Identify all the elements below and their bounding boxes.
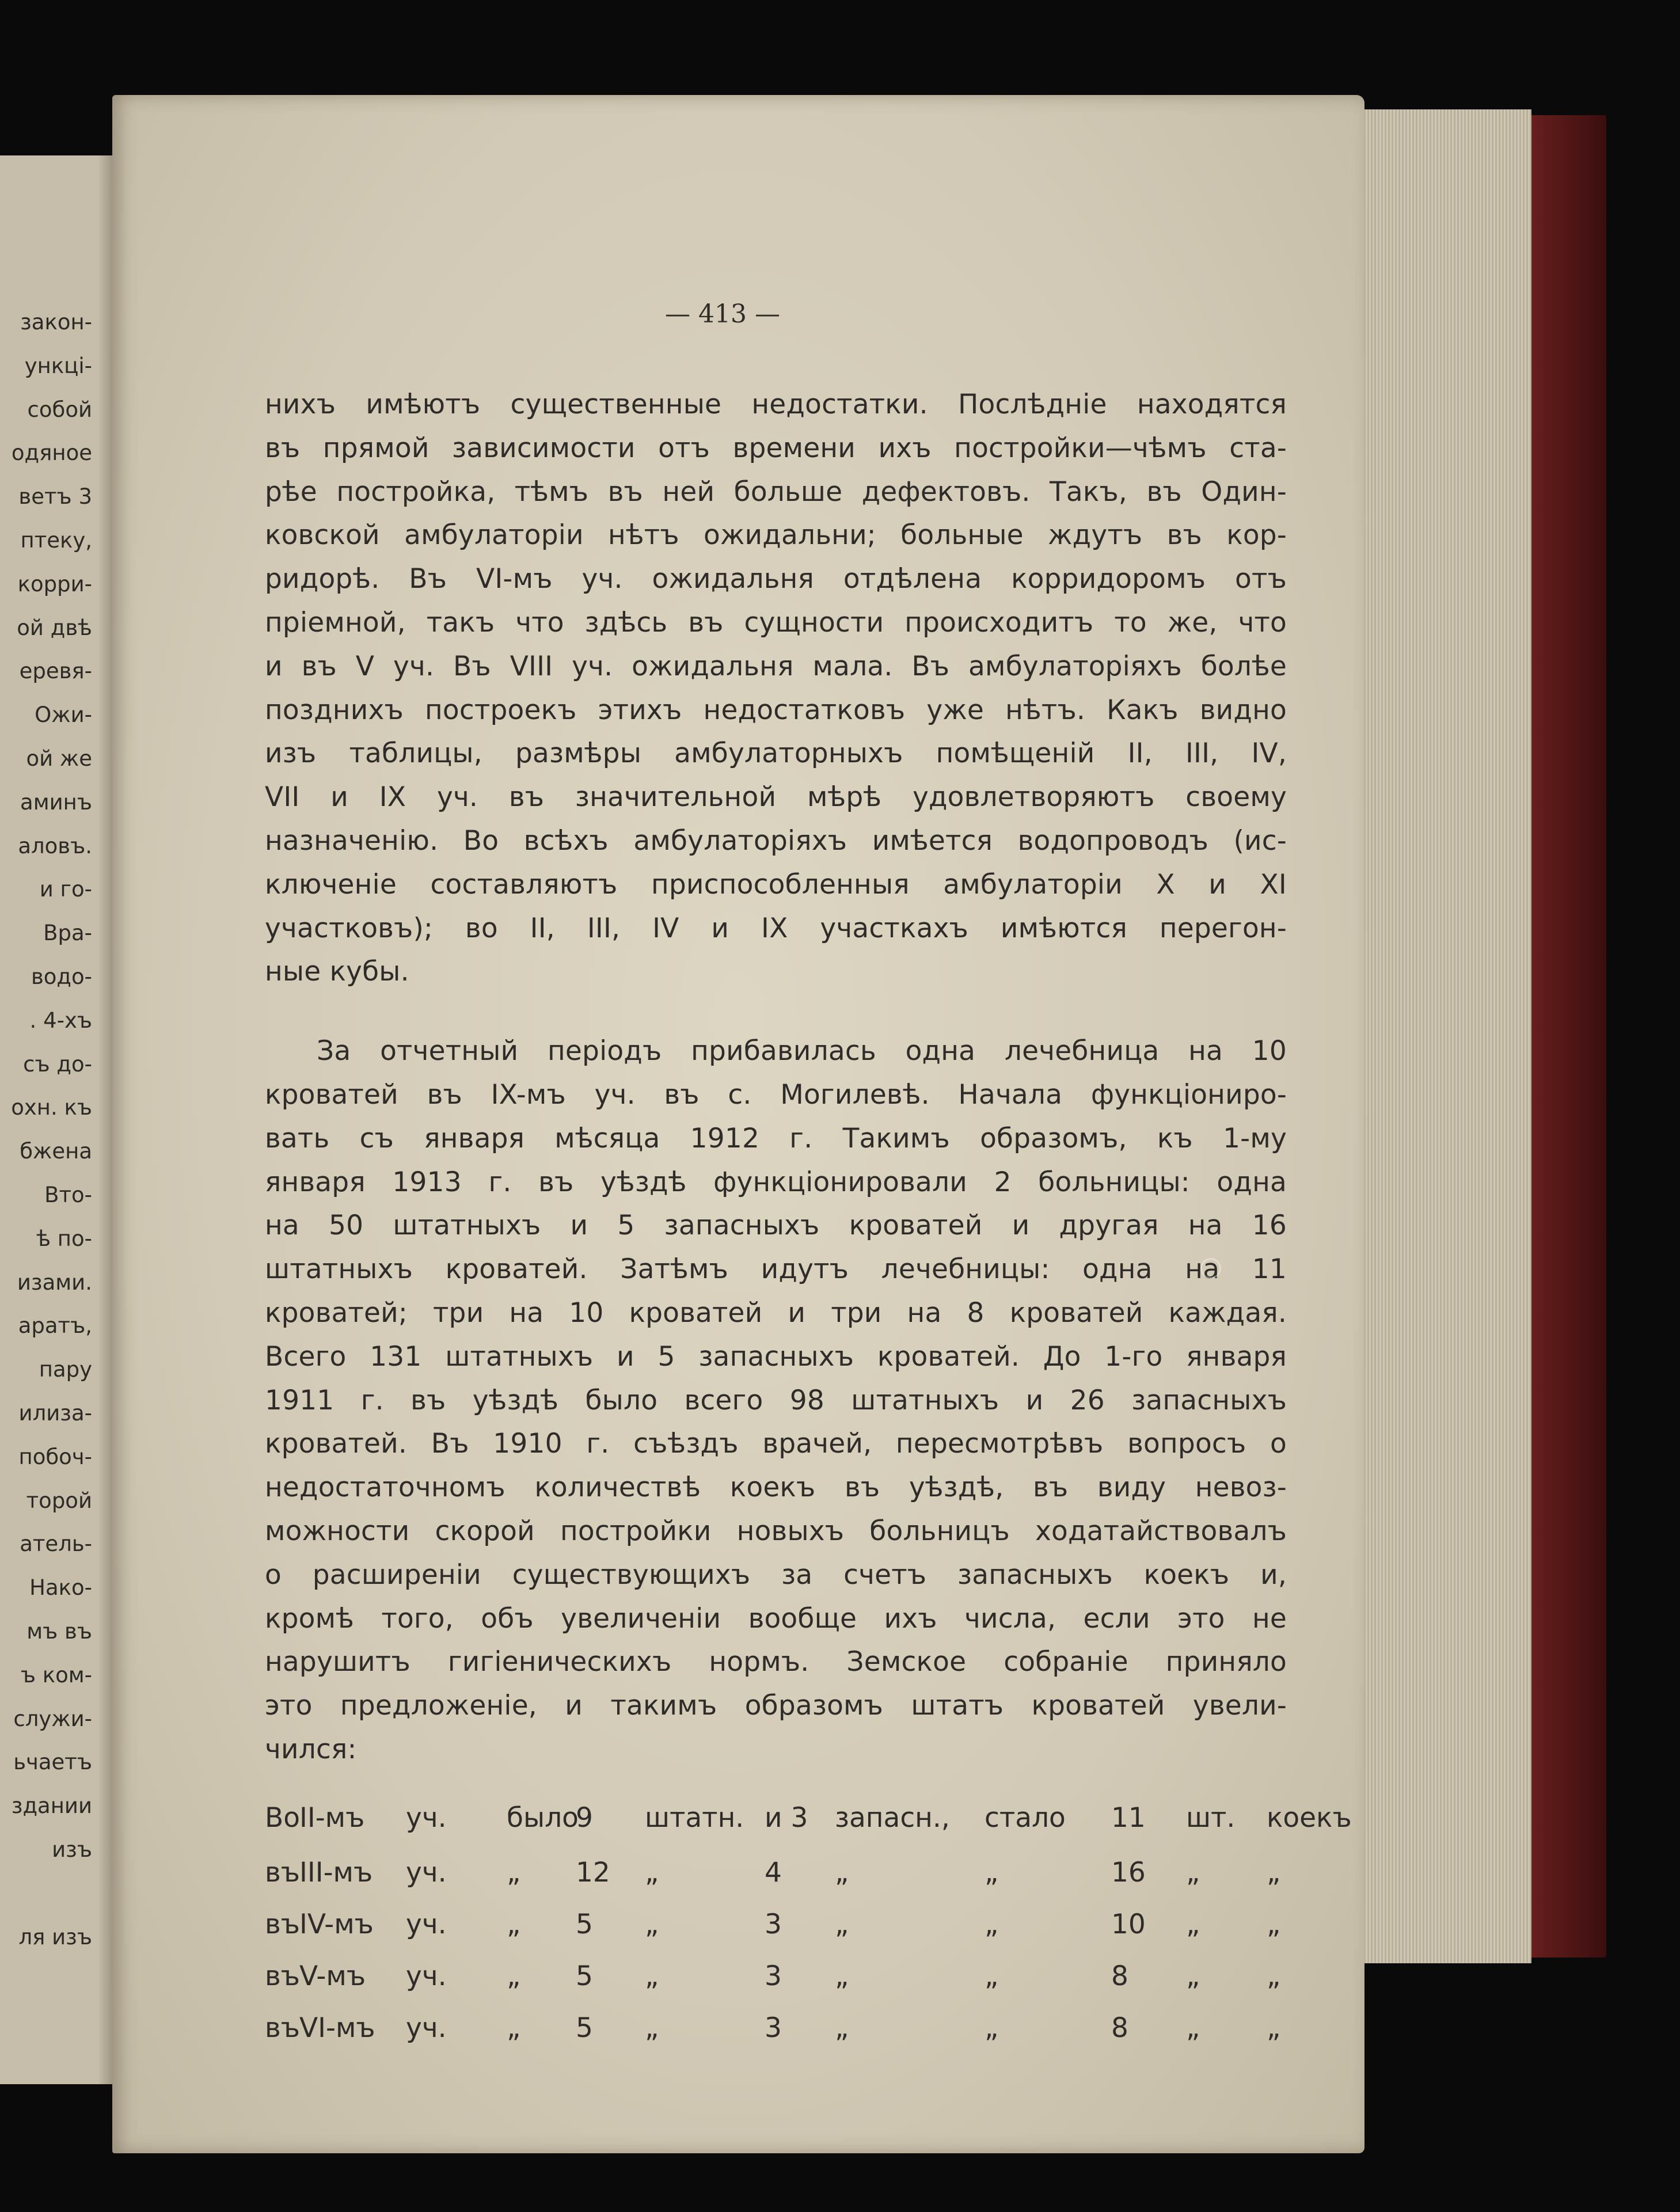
text-line: недостаточномъ количествѣ коекъ въ уѣздѣ, въ виду невоз- — [265, 1472, 1287, 1504]
text-line: кроватей; три на 10 кроватей и три на 8 кроватей каждая. — [265, 1297, 1287, 1329]
table-cell: 3 — [765, 1960, 782, 1992]
table-cell: 3 — [765, 1909, 782, 1940]
table-cell: II-мъ — [299, 1802, 365, 1834]
table-cell: „ — [985, 2012, 999, 2044]
text-line: о расширенiи существующихъ за счетъ запасныхъ коекъ и, — [265, 1559, 1287, 1591]
text-line: это предложенiе, и такимъ образомъ штатъ кроватей увели- — [265, 1690, 1287, 1722]
left-page-fragment: аратъ, — [18, 1313, 92, 1339]
text-line: ридорѣ. Въ VI-мъ уч. ожидальня отдѣлена корридоромъ отъ — [265, 563, 1287, 595]
table-cell: было — [507, 1802, 579, 1834]
left-page-fragment: одяное — [11, 440, 92, 466]
text-line: на 50 штатныхъ и 5 запасныхъ кроватей и другая на 16 — [265, 1210, 1287, 1242]
table-cell: въ — [265, 1857, 300, 1888]
table-cell: „ — [645, 1857, 659, 1888]
text-line: За отчетный перiодъ прибавилась одна лечебница на 10 — [317, 1035, 1287, 1067]
table-cell: VI-мъ — [299, 2012, 375, 2044]
left-page-fragment: аловъ. — [18, 833, 92, 858]
table-cell: „ — [1267, 1909, 1281, 1940]
text-line: кромѣ того, объ увеличенiи вообще ихъ числа, если это не — [265, 1602, 1287, 1635]
text-line: можности скорой постройки новыхъ больницъ ходатайствовалъ — [265, 1515, 1287, 1547]
left-page-fragment: ункцi- — [24, 353, 92, 378]
table-cell: шт. — [1186, 1802, 1236, 1834]
table-cell: уч. — [406, 1802, 447, 1834]
left-page-fragment: и го- — [39, 877, 92, 902]
table-cell: „ — [507, 1909, 521, 1940]
text-line: ключенiе составляютъ приспособленныя амбулаторiи X и XI — [265, 868, 1287, 900]
text-line: изъ таблицы, размѣры амбулаторныхъ помѣщенiй II, III, IV, — [265, 738, 1287, 770]
table-cell: уч. — [406, 1857, 447, 1888]
right-page — [112, 95, 1364, 2153]
left-page-fragment: изъ — [52, 1837, 92, 1862]
table-cell: „ — [645, 1909, 659, 1940]
text-line: января 1913 г. въ уѣздѣ функцiонировали 2 больницы: одна — [265, 1166, 1287, 1198]
table-cell: въ — [265, 2012, 300, 2044]
table-cell: 8 — [1111, 1960, 1128, 1992]
left-page-fragment: илиза- — [18, 1401, 92, 1426]
table-cell: уч. — [406, 1909, 447, 1940]
left-page-fragment: еревя- — [19, 659, 92, 684]
left-page-fragment: собой — [27, 397, 92, 422]
table-cell: „ — [507, 1857, 521, 1888]
table-cell: 5 — [576, 1909, 593, 1940]
left-page-fragment: съ до- — [23, 1051, 92, 1077]
left-page-fragment: Вра- — [43, 921, 92, 946]
table-cell: 11 — [1111, 1802, 1146, 1834]
table-cell: 3 — [765, 2012, 782, 2044]
text-line: въ прямой зависимости отъ времени ихъ постройки—чѣмъ ста- — [265, 432, 1287, 464]
table-cell: запасн., — [835, 1802, 950, 1834]
table-cell: III-мъ — [299, 1857, 373, 1888]
text-line: и въ V уч. Въ VIII уч. ожидальня мала. Въ амбулаторiяхъ болѣе — [265, 650, 1287, 682]
left-page-fragment: ля изъ — [18, 1924, 92, 1949]
text-line: кроватей въ IX-мъ уч. въ с. Могилевѣ. Начала функцiониро- — [265, 1079, 1287, 1111]
table-cell: „ — [835, 1909, 849, 1940]
left-page-fragment: бжена — [20, 1139, 92, 1164]
table-cell: „ — [985, 1960, 999, 1992]
left-page-fragment: охн. къ — [11, 1095, 92, 1120]
table-cell: „ — [835, 1857, 849, 1888]
table-cell: 12 — [576, 1857, 610, 1888]
light-glare — [1200, 1258, 1221, 1279]
table-cell: 16 — [1111, 1857, 1146, 1888]
text-line: вать съ января мѣсяца 1912 г. Такимъ образомъ, къ 1-му — [265, 1122, 1287, 1154]
table-cell: и 3 — [765, 1802, 808, 1834]
table-cell: въ — [265, 1909, 300, 1940]
text-line: кроватей. Въ 1910 г. съѣздъ врачей, пересмотрѣвъ вопросъ о — [265, 1428, 1287, 1460]
text-line: 1911 г. въ уѣздѣ было всего 98 штатныхъ и 26 запасныхъ — [265, 1384, 1287, 1416]
text-line: нихъ имѣютъ существенные недостатки. Послѣднiе находятся — [265, 389, 1287, 420]
text-line: нарушитъ гигiеническихъ нормъ. Земское собранiе приняло — [265, 1646, 1287, 1678]
table-cell: стало — [985, 1802, 1066, 1834]
table-cell: „ — [835, 1960, 849, 1992]
left-page-fragment: здании — [11, 1793, 92, 1819]
left-page-fragment: служи- — [13, 1706, 92, 1731]
left-page-fragment: ой же — [26, 746, 92, 771]
table-cell: „ — [985, 1909, 999, 1940]
text-line: позднихъ построекъ этихъ недостатковъ уже нѣтъ. Какъ видно — [265, 694, 1287, 726]
text-line: прiемной, такъ что здѣсь въ сущности происходитъ то же, что — [265, 607, 1287, 638]
text-line: назначенiю. Во всѣхъ амбулаторiяхъ имѣется водопроводъ (ис- — [265, 825, 1287, 857]
table-cell: „ — [835, 2012, 849, 2044]
table-cell: „ — [985, 1857, 999, 1888]
left-page-fragment: Нако- — [29, 1575, 92, 1601]
table-cell: коекъ — [1267, 1802, 1352, 1834]
table-cell: 4 — [765, 1857, 782, 1888]
table-cell: „ — [1186, 2012, 1200, 2044]
left-page-fragment: корри- — [17, 571, 92, 596]
text-line: штатныхъ кроватей. Затѣмъ идутъ лечебницы: одна на 11 — [265, 1253, 1287, 1286]
left-page-fragment: птеку, — [20, 528, 92, 553]
text-line: VII и IX уч. въ значительной мѣрѣ удовлетворяютъ своему — [265, 781, 1287, 814]
left-page-fragment: закон- — [20, 310, 92, 335]
left-page-fragment: изами. — [17, 1270, 92, 1295]
table-cell: „ — [1267, 2012, 1281, 2044]
text-line: участковъ); во II, III, IV и IX участкахъ имѣются перегон- — [265, 912, 1287, 944]
table-cell: Во — [265, 1802, 300, 1834]
table-cell: 8 — [1111, 2012, 1128, 2044]
left-page-fragment: мъ въ — [26, 1619, 92, 1644]
left-page-fragment: ой двѣ — [17, 615, 92, 640]
left-page — [0, 155, 121, 2084]
table-cell: „ — [645, 2012, 659, 2044]
table-cell: 5 — [576, 2012, 593, 2044]
table-cell: „ — [507, 2012, 521, 2044]
table-cell: 10 — [1111, 1909, 1146, 1940]
table-cell: „ — [1267, 1960, 1281, 1992]
left-page-fragment: атель- — [20, 1531, 92, 1557]
table-cell: V-мъ — [299, 1960, 366, 1992]
left-page-fragment: ьчаетъ — [13, 1750, 92, 1775]
text-line: рѣе постройка, тѣмъ въ ней больше дефектовъ. Такъ, въ Один- — [265, 476, 1287, 508]
left-page-fragment: Вто- — [44, 1183, 92, 1207]
left-page-fragment: ѣ по- — [36, 1226, 92, 1251]
page-number: — 413 — — [665, 299, 780, 329]
table-cell: „ — [1267, 1857, 1281, 1888]
table-cell: уч. — [406, 2012, 447, 2044]
table-cell: „ — [1186, 1960, 1200, 1992]
text-line: чился: — [265, 1734, 357, 1765]
table-cell: 9 — [576, 1802, 593, 1834]
table-cell: „ — [1186, 1857, 1200, 1888]
table-cell: „ — [1186, 1909, 1200, 1940]
table-cell: IV-мъ — [299, 1909, 374, 1940]
table-cell: „ — [645, 1960, 659, 1992]
left-page-fragment: аминъ — [20, 789, 92, 815]
table-cell: уч. — [406, 1960, 447, 1992]
text-line: ные кубы. — [265, 956, 409, 988]
left-page-fragment: пару — [39, 1357, 92, 1382]
text-line: Всего 131 штатныхъ и 5 запасныхъ кроватей. До 1-го января — [265, 1340, 1287, 1373]
table-cell: 5 — [576, 1960, 593, 1992]
left-page-fragment: торой — [26, 1488, 92, 1513]
page-edges — [1341, 109, 1531, 1963]
table-cell: „ — [507, 1960, 521, 1992]
left-page-fragment: побоч- — [18, 1444, 92, 1469]
left-page-fragment: Ожи- — [35, 702, 92, 728]
left-page-fragment: . 4-хъ — [29, 1008, 92, 1033]
text-line: ковской амбулаторiи нѣтъ ожидальни; больные ждутъ въ кор- — [265, 519, 1287, 552]
table-cell: въ — [265, 1960, 300, 1992]
left-page-fragment: ъ ком- — [20, 1662, 92, 1687]
table-cell: штатн. — [645, 1802, 744, 1834]
left-page-fragment: ветъ 3 — [18, 484, 92, 510]
left-page-fragment: водо- — [31, 964, 92, 989]
